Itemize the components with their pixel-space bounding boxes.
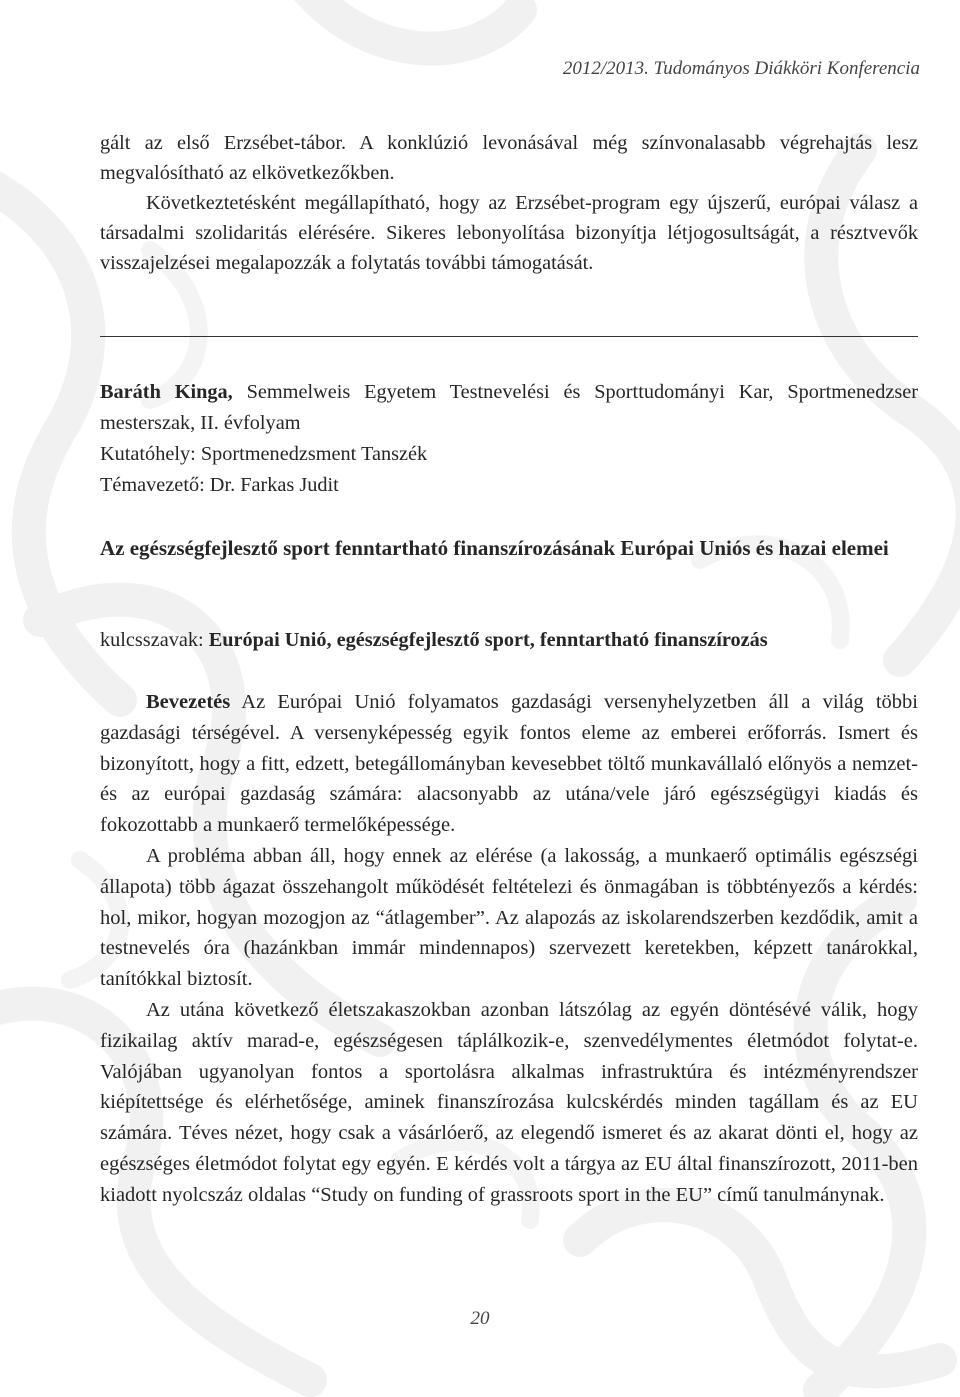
previous-abstract-ending (100, 128, 918, 278)
page-number: 20 (470, 1308, 490, 1329)
intro-text: Az Európai Unió folyamatos gazdasági versenyhelyzetben áll a világ többi gazdasági térségével. A versenyképesség egyik fontos eleme az emberei erőforrás. Ismert és bizonyított, hogy a fitt, edzett, betegállományban kevesebbet töltő munkavállaló előnyös a nemzet- és az európai gazdaság számára: alacsonyabb az utána/vele járó egészségügyi kiadás és fokozottabb a munkaerő termelőképessége. (100, 691, 918, 837)
title-text: Az egészségfejlesztő sport fenntartható finanszírozásának Európai Uniós és hazai elemei (100, 536, 889, 560)
intro-label: Bevezetés (146, 691, 231, 713)
research-place: Kutatóhely: Sportmenedzsment Tanszék (100, 443, 428, 465)
abstract-title (100, 533, 918, 564)
section-divider (100, 336, 918, 337)
author-name: Baráth Kinga, (100, 381, 233, 403)
author-line (100, 377, 918, 439)
keywords (100, 625, 918, 655)
keywords-line (100, 625, 918, 655)
continuation-paragraph: gált az első Erzsébet-tábor. A konklúzió levonásával még színvonalasabb végrehajtás lesz megvalósítható az elkövetkezőkben. (100, 132, 918, 184)
conclusion-paragraph: Következtetésként megállapítható, hogy az Erzsébet-program egy újszerű, európai válasz a társadalmi szolidaritás elérésére. Sikeres lebonyolítása bizonyítja létjogosultságát, a résztvevők visszajelzései megalapozzák a folytatás további támogatását. (100, 192, 918, 274)
abstract-body (100, 687, 918, 1211)
running-header: 2012/2013. Tudományos Diákköri Konferencia (562, 58, 920, 79)
body-paragraph-3: Az utána következő életszakaszokban azonban látszólag az egyén döntésévé válik, hogy fizikailag aktív marad-e, egészségesen táplálkozik-e, szenvedélymentes életmódot folytat-e. Valójában ugyanolyan fontos a sportolásra alkalmas infrastruktúra és intézményrendszer kiépítettsége és elérhetősége, aminek finanszírozása kulcskérdés minden tagállam és az EU számára. Téves nézet, hogy csak a vásárlóerő, az elegendő ismeret és az akarat dönti el, hogy az egészséges életmódot folytat egy egyén. E kérdés volt a tárgya az EU által finanszírozott, 2011-ben kiadott nyolcszáz oldalas “Study on funding of grassroots sport in the EU” című tanulmánynak. (100, 998, 918, 1206)
author-info (100, 377, 918, 501)
body-paragraph-2: A probléma abban áll, hogy ennek az elérése (a lakosság, a munkaerő optimális egészségi állapota) több ágazat összehangolt működését feltételezi és önmagában is többtényezős a kérdés: hol, mikor, hogyan mozogjon az “átlagember”. Az alapozás az iskolarendszerben kezdődik, amit a testnevelés óra (hazánkban immár mindennapos) szervezett keretekben, képzett tanárokkal, tanítókkal biztosít. (100, 844, 918, 991)
author-affiliation: Semmelweis Egyetem Testnevelési és Sporttudományi Kar, Sportmenedzser mesterszak, II. évfolyam (100, 381, 918, 434)
keywords-label: kulcsszavak: (100, 629, 204, 651)
supervisor: Témavezető: Dr. Farkas Judit (100, 474, 339, 496)
intro-paragraph (100, 687, 918, 841)
keywords-value: Európai Unió, egészségfejlesztő sport, fenntartható finanszírozás (208, 629, 768, 651)
